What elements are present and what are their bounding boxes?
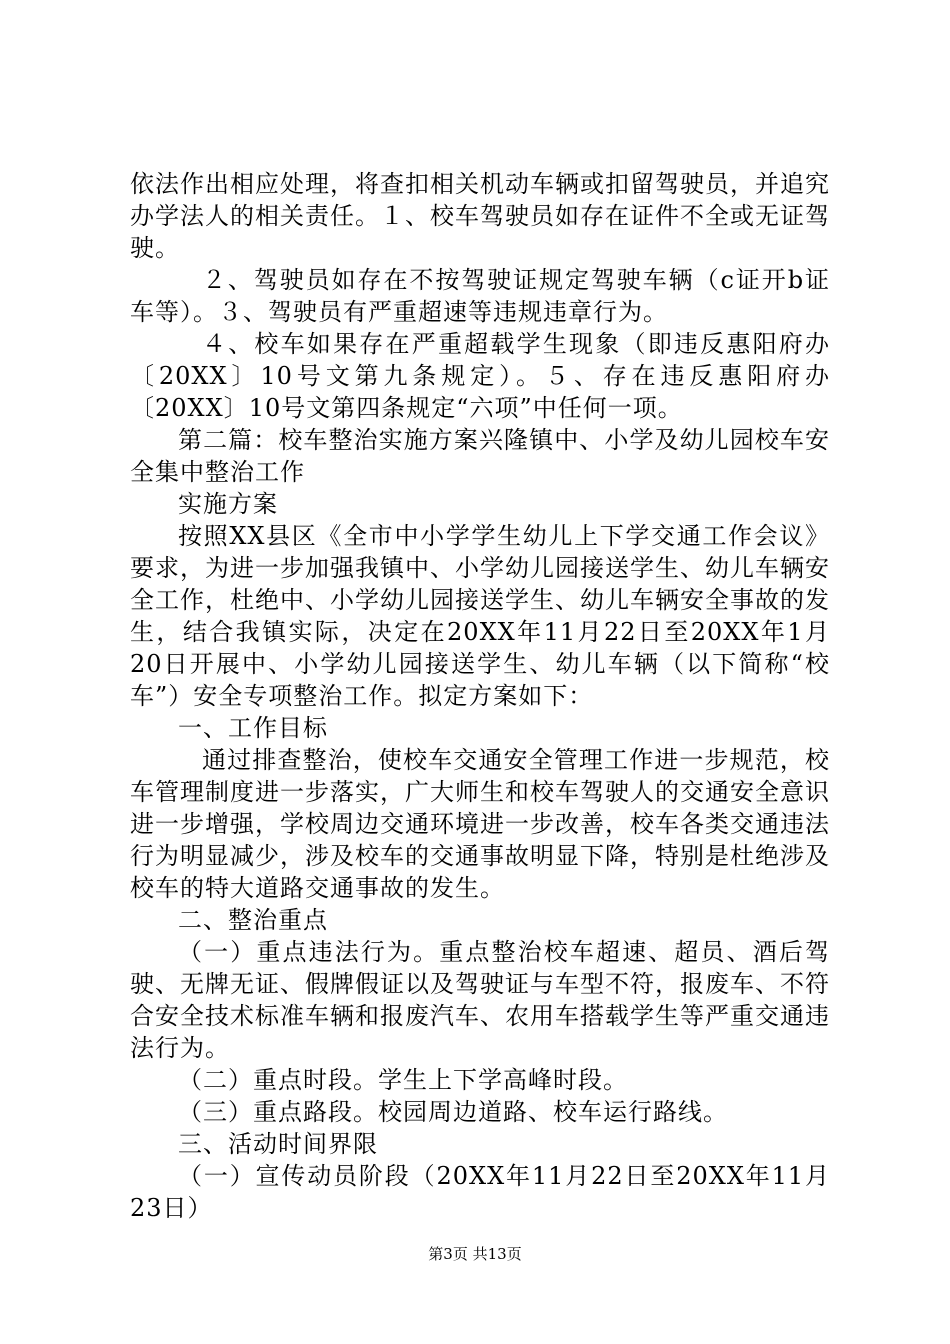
paragraph-8: 通过排查整治，使校车交通安全管理工作进一步规范，校车管理制度进一步落实，广大师生和校车驾驶人的交通安全意识进一步增强，学校周边交通环境进一步改善，校车各类交通违法行为明显减少，涉及校车的交通事故明显下降，特别是杜绝涉及校车的特大道路交通事故的发生。: [130, 746, 830, 902]
document-body: [130, 168, 830, 1224]
paragraph-12: （三）重点路段。校园周边道路、校车运行路线。: [178, 1098, 728, 1126]
paragraph-9-heading: 二、整治重点: [178, 906, 328, 934]
page-number-footer: 第3页 共13页: [428, 1245, 522, 1263]
paragraph-4-section-heading: 第二篇：校车整治实施方案兴隆镇中、小学及幼儿园校车安全集中整治工作: [130, 426, 830, 486]
paragraph-10: （一）重点违法行为。重点整治校车超速、超员、酒后驾驶、无牌无证、假牌假证以及驾驶证与车型不符，报废车、不符合安全技术标准车辆和报废汽车、农用车搭载学生等严重交通违法行为。: [130, 938, 830, 1062]
paragraph-7-heading: 一、工作目标: [178, 714, 328, 742]
paragraph-1: 依法作出相应处理，将查扣相关机动车辆或扣留驾驶员，并追究办学法人的相关责任。１、校车驾驶员如存在证件不全或无证驾驶。: [130, 170, 830, 262]
paragraph-13-heading: 三、活动时间界限: [178, 1130, 378, 1158]
paragraph-2: ２、驾驶员如存在不按驾驶证规定驾驶车辆（c证开b证车等）。３、驾驶员有严重超速等违规违章行为。: [130, 266, 830, 326]
paragraph-3: ４、校车如果存在严重超载学生现象（即违反惠阳府办〔20XX〕10号文第九条规定）。５、存在违反惠阳府办〔20XX〕10号文第四条规定“六项”中任何一项。: [130, 330, 830, 422]
paragraph-5-subtitle: 实施方案: [178, 490, 278, 518]
paragraph-6: 按照XX县区《全市中小学学生幼儿上下学交通工作会议》要求，为进一步加强我镇中、小学幼儿园接送学生、幼儿车辆安全工作，杜绝中、小学幼儿园接送学生、幼儿车辆安全事故的发生，结合我镇实际，决定在20XX年11月22日至20XX年1月20日开展中、小学幼儿园接送学生、幼儿车辆（以下简称“校车”）安全专项整治工作。拟定方案如下：: [130, 522, 830, 710]
paragraph-11: （二）重点时段。学生上下学高峰时段。: [178, 1066, 628, 1094]
paragraph-14: （一）宣传动员阶段（20XX年11月22日至20XX年11月23日）: [130, 1162, 830, 1222]
